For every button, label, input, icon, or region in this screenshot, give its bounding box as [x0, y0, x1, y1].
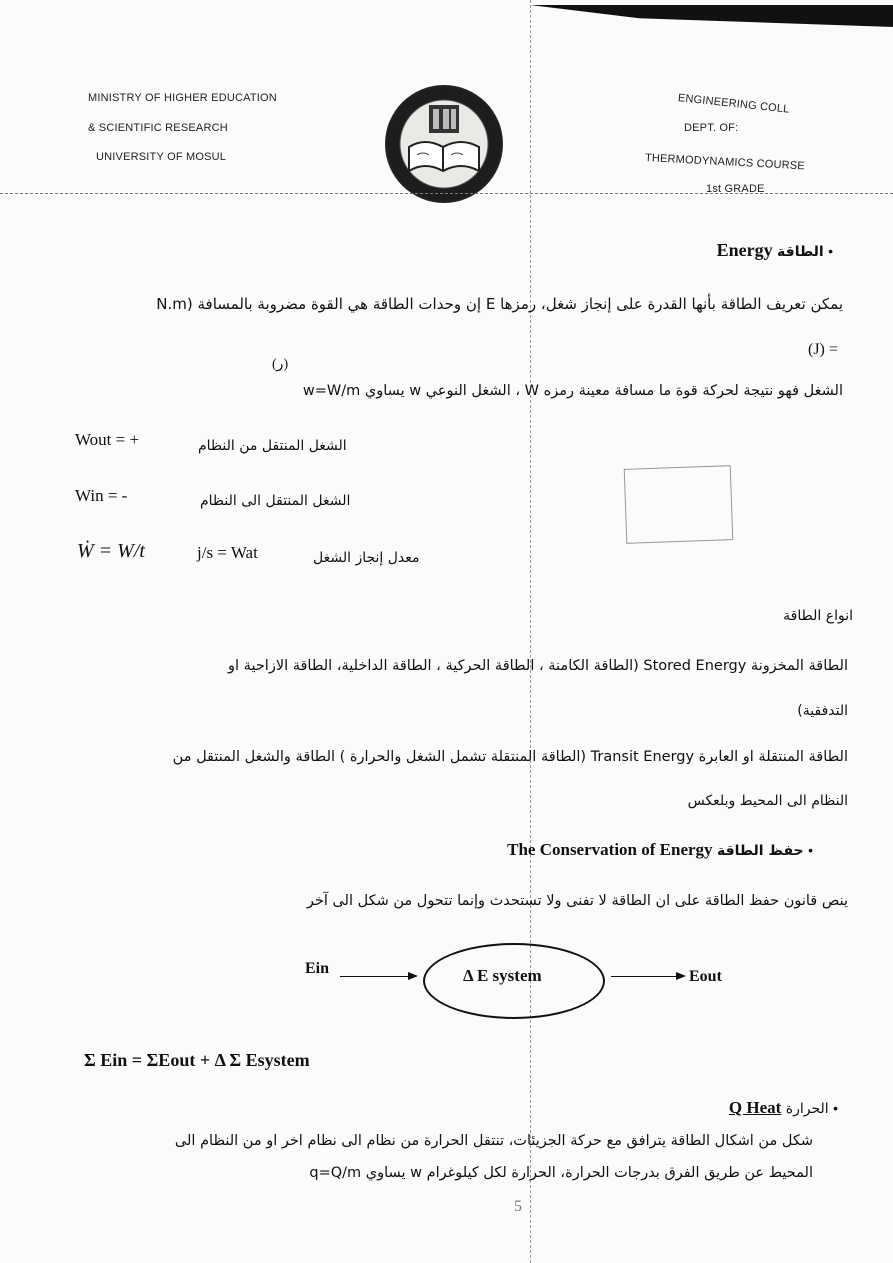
- stored-energy-line1: الطاقة المخزونة Stored Energy (الطاقة الكامنة ، الطاقة الحركية ، الطاقة الداخلية، الطاقة الازاحية او: [228, 658, 848, 674]
- conservation-heading-en: The Conservation of Energy: [507, 840, 713, 859]
- page-fold-line: [530, 0, 531, 1263]
- energy-definition-line1: يمكن تعريف الطاقة بأنها القدرة على إنجاز شغل، رمزها E إن وحدات الطاقة هي القوة مضروبة بالمسافة (N.m: [156, 295, 843, 313]
- header-research: & SCIENTIFIC RESEARCH: [88, 122, 228, 134]
- page-number: 5: [514, 1198, 522, 1215]
- header-grade: 1st GRADE: [706, 183, 765, 195]
- heat-heading-en: Q Heat: [728, 1098, 782, 1117]
- power-formula: Ẇ = W/t: [77, 540, 145, 562]
- stored-energy-line2: التدفقية): [797, 703, 848, 719]
- conservation-heading-ar: حفظ الطاقة: [717, 843, 804, 859]
- heat-definition-line1: شكل من اشكال الطاقة يترافق مع حركة الجزيئات، تنتقل الحرارة من نظام الى نظام اخر او من النظام الى: [174, 1133, 813, 1149]
- win-label: Win = -: [75, 486, 128, 505]
- scan-edge-shadow: [530, 5, 893, 27]
- bullet-icon: •: [833, 1100, 838, 1116]
- header-course: THERMODYNAMICS COURSE: [644, 152, 806, 173]
- energy-in-label: Ein: [305, 960, 330, 977]
- energy-definition-line2: (J) =: [808, 341, 838, 358]
- university-seal-icon: [385, 85, 503, 203]
- arrow-in-line: [340, 976, 410, 977]
- header-divider: [0, 193, 893, 194]
- arrow-out-line: [611, 976, 677, 977]
- energy-heading-en: Energy: [716, 240, 773, 260]
- power-units: j/s = Wat: [197, 543, 258, 562]
- conservation-law: ينص قانون حفظ الطاقة على ان الطاقة لا تفنى ولا تستحدث وإنما تتحول من شكل الى آخر: [306, 893, 848, 909]
- bullet-icon: •: [808, 842, 813, 858]
- energy-out-label: Eout: [689, 968, 722, 985]
- header-college: ENGINEERING COLL: [677, 92, 791, 116]
- transit-energy-line2: النظام الى المحيط وبلعكس: [687, 793, 848, 809]
- bullet-icon: •: [828, 243, 833, 259]
- handwritten-note: (ر): [272, 357, 289, 372]
- heat-definition-line2: المحيط عن طريق الفرق بدرجات الحرارة، الحرارة لكل كيلوغرام w يساوي q=Q/m: [309, 1165, 813, 1181]
- header-university: UNIVERSITY OF MOSUL: [96, 151, 227, 163]
- energy-heading-ar: الطاقة: [777, 244, 824, 260]
- header-ministry: MINISTRY OF HIGHER EDUCATION: [88, 92, 277, 104]
- transit-energy-line1: الطاقة المنتقلة او العابرة Transit Energy (الطاقة المنتقلة تشمل الشغل والحرارة ) الطاقة والشغل المنتقل من: [172, 749, 848, 765]
- conservation-equation: Σ Ein = ΣEout + Δ Σ Esystem: [84, 1050, 310, 1070]
- wout-description: الشغل المنتقل من النظام: [198, 438, 347, 454]
- win-description: الشغل المنتقل الى النظام: [200, 493, 351, 509]
- heat-heading: [729, 1098, 838, 1118]
- arrow-out-head-icon: [676, 972, 686, 980]
- wout-label: Wout = +: [75, 430, 140, 449]
- energy-types-title: انواع الطاقة: [783, 608, 853, 624]
- work-definition: الشغل فهو نتيجة لحركة قوة ما مسافة معينة رمزه W ، الشغل النوعي w يساوي w=W/m: [302, 383, 843, 399]
- conservation-heading: [507, 840, 813, 860]
- header-dept: DEPT. OF:: [684, 122, 739, 134]
- energy-heading: [717, 240, 833, 261]
- heat-heading-ar: الحرارة: [785, 1101, 829, 1117]
- pencil-sketch: [624, 465, 734, 544]
- system-label: Δ E system: [463, 966, 542, 985]
- power-description: معدل إنجاز الشغل: [313, 550, 420, 566]
- arrow-in-head-icon: [408, 972, 418, 980]
